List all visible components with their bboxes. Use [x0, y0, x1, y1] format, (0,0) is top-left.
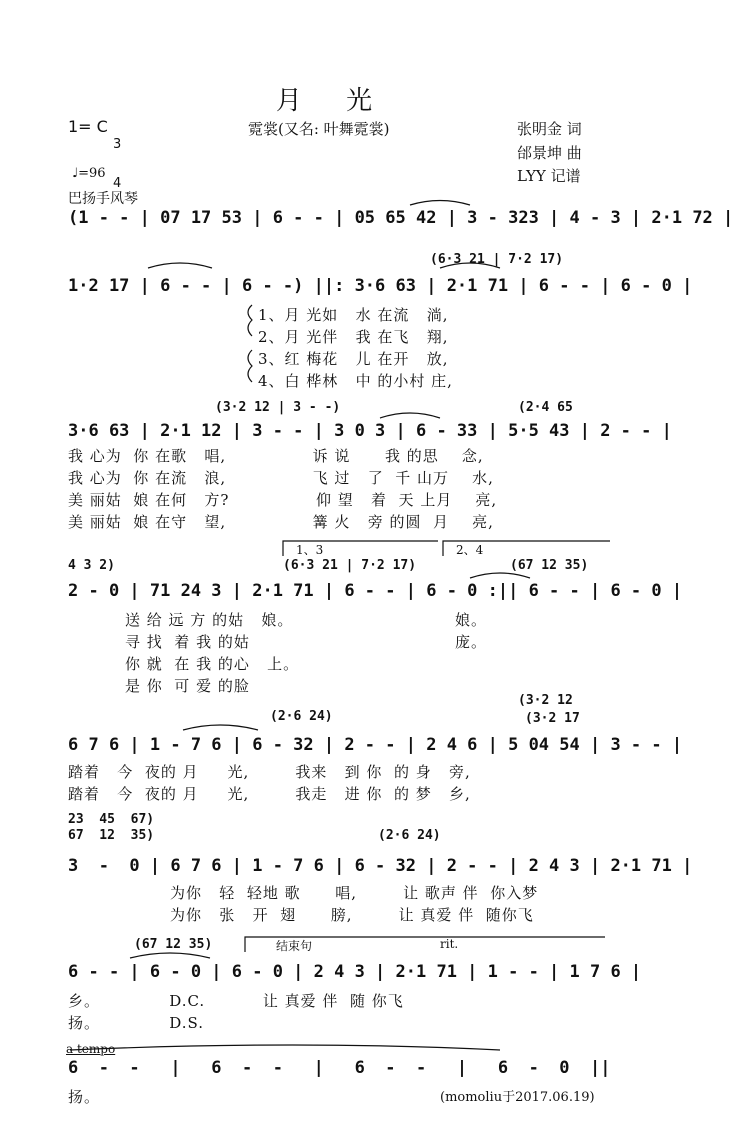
volta-1-bracket	[283, 541, 438, 556]
brace-mark	[248, 305, 252, 336]
verse-1-line: 1、月 光如 水 在流 淌,	[258, 306, 449, 324]
slur-mark	[410, 201, 470, 206]
row5-verse-2: 踏着 今 夜的 月 光, 我走 进 你 的 梦 乡,	[68, 785, 471, 803]
cue-row-3b: (2·4 65	[518, 400, 573, 415]
volta-2-label: 2、4	[456, 543, 484, 557]
time-sig-bottom: 4	[113, 176, 122, 191]
cue-row-5c: (3·2 17	[525, 711, 580, 726]
row6-verse-1: 为你 轻 轻地 歌 唱, 让 歌声 伴 你入梦	[170, 884, 539, 902]
cue-row-4b: (67 12 35)	[510, 558, 589, 573]
composer: 邰景坤 曲	[517, 144, 582, 162]
cue-row-5a: (2·6 24)	[270, 709, 333, 724]
transcriber: LYY 记谱	[517, 167, 581, 185]
slur-mark	[470, 573, 530, 578]
row4-verse-3: 你 就 在 我 的心 上。	[125, 655, 300, 673]
score-row-1: (1 - - | 07 17 53 | 6 - - | 05 65 42 | 3 - 323 | 4 - 3 | 2·1 72 |	[68, 208, 733, 228]
quarter-note-icon: ♩	[72, 166, 79, 181]
a-tempo-mark: a tempo	[66, 1042, 116, 1056]
score-row-7: 6 - - | 6 - 0 | 6 - 0 | 2 4 3 | 2·1 71 | 1 - - | 1 7 6 |	[68, 962, 642, 982]
alternate-title: 霓裳(又名: 叶舞霓裳)	[248, 120, 390, 138]
ritardando-mark: rit.	[440, 937, 459, 951]
score-row-6: 3 - 0 | 6 7 6 | 1 - 7 6 | 6 - 32 | 2 - - | 2 4 3 | 2·1 71 |	[68, 856, 693, 876]
row3-verse-2: 我 心为 你 在流 浪, 飞 过 了 千 山万 水,	[68, 469, 494, 487]
slur-mark	[130, 953, 210, 958]
verse-2-line: 2、月 光伴 我 在飞 翔,	[258, 328, 449, 346]
tie-mark	[70, 1045, 500, 1050]
row3-verse-4: 美 丽姑 娘 在守 望, 篝 火 旁 的圆 月 亮,	[68, 513, 494, 531]
cue-row-6: (2·6 24)	[378, 828, 441, 843]
score-row-8: 6 - - | 6 - - | 6 - - | 6 - 0 ||	[68, 1058, 611, 1078]
row6-verse-2: 为你 张 开 翅 膀, 让 真爱 伴 随你飞	[170, 906, 534, 924]
volta-1-label: 1、3	[296, 543, 324, 557]
row4-ending2-2: 庞。	[455, 633, 488, 651]
score-row-5: 6 7 6 | 1 - 7 6 | 6 - 32 | 2 - - | 2 4 6 | 5 04 54 | 3 - - |	[68, 735, 683, 755]
prefix-row-4: 4 3 2)	[68, 558, 115, 573]
row7-verse-1: 乡。 D.C. 让 真爱 伴 随 你飞	[68, 992, 404, 1010]
cue-row-2: (6·3 21 | 7·2 17)	[430, 252, 564, 267]
row4-verse-4: 是 你 可 爱 的脸	[125, 677, 250, 695]
brace-mark	[248, 350, 252, 382]
prefix-row-6b: 67 12 35)	[68, 828, 155, 843]
coda-label: 结束句	[276, 939, 313, 953]
row7-verse-2: 扬。 D.S.	[68, 1014, 204, 1032]
prefix-row-6a: 23 45 67)	[68, 812, 155, 827]
key-signature: 1= C	[68, 117, 108, 136]
slur-mark	[148, 263, 212, 268]
song-title: 月 光	[275, 86, 391, 116]
score-row-2: 1·2 17 | 6 - - | 6 - -) ||: 3·6 63 | 2·1 71 | 6 - - | 6 - 0 |	[68, 276, 693, 296]
row3-verse-1: 我 心为 你 在歌 唱, 诉 说 我 的思 念,	[68, 447, 484, 465]
instrument-label: 巴扬手风琴	[68, 191, 138, 207]
volta-2-bracket	[443, 541, 610, 556]
cue-row-3a: (3·2 12 | 3 - -)	[215, 400, 341, 415]
cue-row-7: (67 12 35)	[134, 937, 213, 952]
row8-verse-1: 扬。	[68, 1088, 101, 1106]
verse-3-line: 3、红 梅花 儿 在开 放,	[258, 350, 449, 368]
tempo-value: =96	[78, 166, 106, 181]
row4-verse-1: 送 给 远 方 的姑 娘。	[125, 611, 294, 629]
score-row-3: 3·6 63 | 2·1 12 | 3 - - | 3 0 3 | 6 - 33 | 5·5 43 | 2 - - |	[68, 421, 672, 441]
coda-bracket	[245, 937, 605, 952]
row4-ending2-1: 娘。	[455, 611, 488, 629]
transcription-credit: (momoliu于2017.06.19)	[440, 1090, 595, 1105]
row3-verse-3: 美 丽姑 娘 在何 方? 仰 望 着 天 上月 亮,	[68, 491, 498, 509]
verse-4-line: 4、白 桦林 中 的小村 庄,	[258, 372, 453, 390]
score-row-4: 2 - 0 | 71 24 3 | 2·1 71 | 6 - - | 6 - 0 :|| 6 - - | 6 - 0 |	[68, 581, 683, 601]
lyricist: 张明金 词	[517, 120, 582, 138]
cue-row-4a: (6·3 21 | 7·2 17)	[283, 558, 417, 573]
cue-row-5b: (3·2 12	[518, 693, 573, 708]
row5-verse-1: 踏着 今 夜的 月 光, 我来 到 你 的 身 旁,	[68, 763, 471, 781]
time-sig-top: 3	[113, 137, 122, 152]
slur-mark	[380, 413, 440, 418]
row4-verse-2: 寻 找 着 我 的姑	[125, 633, 250, 651]
slur-mark	[183, 725, 258, 730]
slur-mark	[440, 263, 500, 268]
